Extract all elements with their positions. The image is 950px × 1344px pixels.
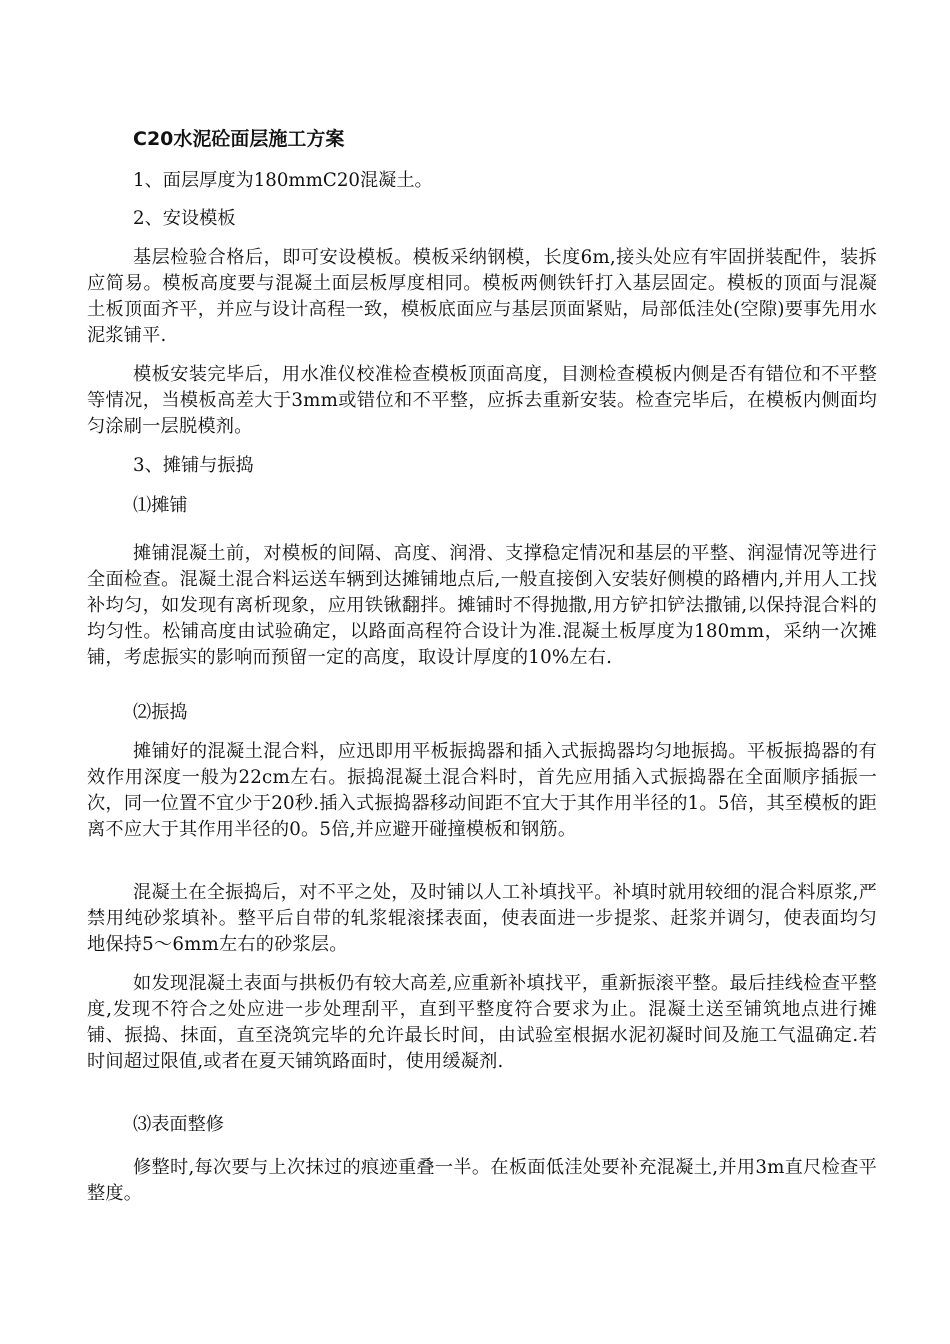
section-2-heading: 2、安设模板 xyxy=(133,208,236,229)
paragraph-formwork-check: 模板安装完毕后，用水准仪校准检查模板顶面高度，目测检查模板内侧是否有错位和不平整等情况，当模板高差大于3mm或错位和不平整，应拆去重新安装。检查完毕后，在模板内侧面均匀涂刷一层脱模剂。 xyxy=(87,364,877,437)
document-title: C20水泥砼面层施工方案 xyxy=(133,128,345,150)
paragraph-spreading: 摊铺混凝土前，对模板的间隔、高度、润滑、支撑稳定情况和基层的平整、润湿情况等进行全面检查。混凝土混合料运送车辆到达摊铺地点后,一般直接倒入安装好侧模的路槽内,并用人工找补均匀，如发现有离析现象，应用铁锹翻拌。摊铺时不得抛撒,用方铲扣铲法撒铺,以保持混合料的均匀性。松铺高度由试验确定，以路面高程符合设计为准.混凝土板厚度为180mm，采纳一次摊铺，考虑振实的影响而预留一定的高度，取设计厚度的10%左右. xyxy=(87,543,877,668)
subsection-vibrating-heading: ⑵振捣 xyxy=(133,702,188,723)
paragraph-height-difference: 如发现混凝土表面与拱板仍有较大高差,应重新补填找平，重新振滚平整。最后挂线检查平整度,发现不符合之处应进一步处理刮平，直到平整度符合要求为止。混凝土送至铺筑地点进行摊铺、振捣、抹面，直至浇筑完毕的允许最长时间，由试验室根据水泥初凝时间及施工气温确定.若时间超过限值,或者在夏天铺筑路面时，使用缓凝剂. xyxy=(87,973,877,1072)
section-1-heading: 1、面层厚度为180mmC20混凝土。 xyxy=(133,170,433,191)
subsection-surface-finishing-heading: ⑶表面整修 xyxy=(133,1114,224,1135)
paragraph-surface-finishing: 修整时,每次要与上次抹过的痕迹重叠一半。在板面低洼处要补充混凝土,并用3m直尺检查平整度。 xyxy=(87,1157,877,1204)
subsection-spreading-heading: ⑴摊铺 xyxy=(133,495,188,516)
paragraph-vibrating: 摊铺好的混凝土混合料，应迅即用平板振捣器和插入式振捣器均匀地振捣。平板振捣器的有效作用深度一般为22cm左右。振捣混凝土混合料时，首先应用插入式振捣器在全面顺序插振一次，同一位置不宜少于20秒.插入式振捣器移动间距不宜大于其作用半径的1。5倍，其至模板的距离不应大于其作用半径的0。5倍,并应避开碰撞模板和钢筋。 xyxy=(87,741,877,840)
paragraph-leveling: 混凝土在全振捣后，对不平之处，及时铺以人工补填找平。补填时就用较细的混合料原浆,严禁用纯砂浆填补。整平后自带的轧浆辊滚揉表面，使表面进一步提浆、赶浆并调匀，使表面均匀地保持5～6mm左右的砂浆层。 xyxy=(87,882,877,955)
paragraph-formwork-install: 基层检验合格后，即可安设模板。模板采纳钢模，长度6m,接头处应有牢固拼装配件，装拆应简易。模板高度要与混凝土面层板厚度相同。模板两侧铁钎打入基层固定。模板的顶面与混凝土板顶面齐平，并应与设计高程一致，模板底面应与基层顶面紧贴，局部低洼处(空隙)要事先用水泥浆铺平. xyxy=(87,247,877,346)
section-3-heading: 3、摊铺与振捣 xyxy=(133,455,254,476)
